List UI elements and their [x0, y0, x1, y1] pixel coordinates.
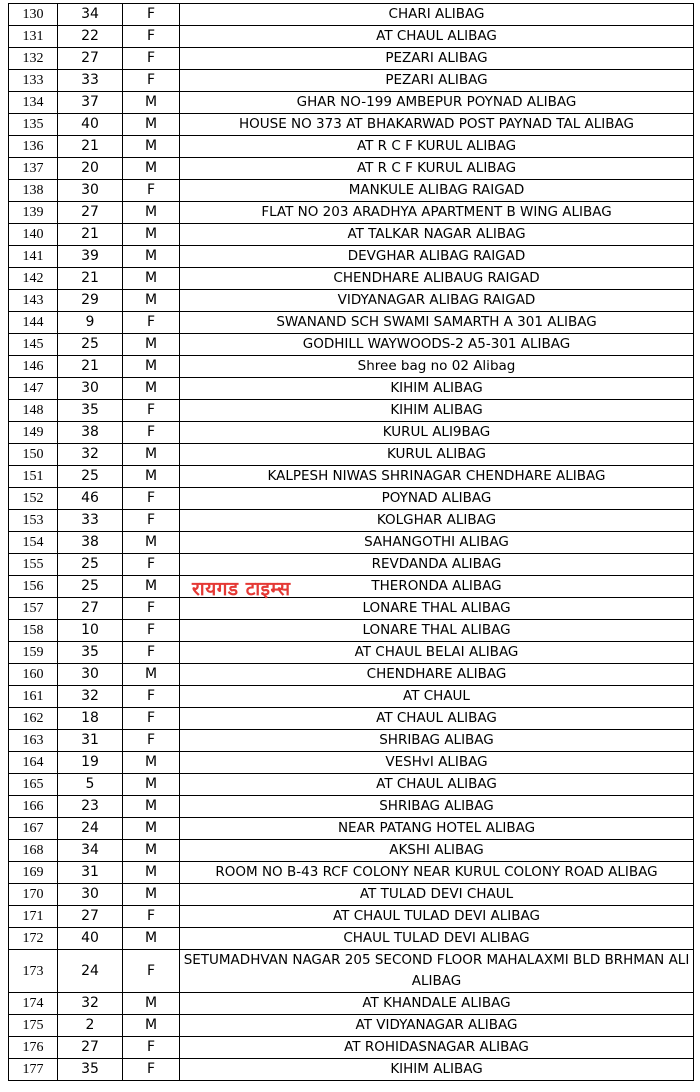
serial-number-cell: 171: [9, 906, 58, 928]
serial-number-cell: 161: [9, 686, 58, 708]
age-cell: 27: [58, 48, 123, 70]
age-cell: 32: [58, 444, 123, 466]
table-row: [9, 312, 694, 334]
serial-number-cell: 164: [9, 752, 58, 774]
address-cell: KIHIM ALIBAG: [180, 378, 694, 400]
table-row: [9, 466, 694, 488]
table-row: [9, 334, 694, 356]
age-cell: 5: [58, 774, 123, 796]
address-cell: THERONDA ALIBAG: [180, 576, 694, 598]
address-cell: AT CHAUL BELAI ALIBAG: [180, 642, 694, 664]
gender-cell: M: [123, 268, 180, 290]
age-cell: 35: [58, 642, 123, 664]
table-row: [9, 928, 694, 950]
address-cell: KALPESH NIWAS SHRINAGAR CHENDHARE ALIBAG: [180, 466, 694, 488]
address-cell: AT CHAUL ALIBAG: [180, 774, 694, 796]
gender-cell: F: [123, 48, 180, 70]
table-row: [9, 290, 694, 312]
table-row: [9, 48, 694, 70]
serial-number-cell: 177: [9, 1059, 58, 1081]
address-cell: KURUL ALI9BAG: [180, 422, 694, 444]
serial-number-cell: 143: [9, 290, 58, 312]
age-cell: 21: [58, 136, 123, 158]
age-cell: 22: [58, 26, 123, 48]
gender-cell: M: [123, 92, 180, 114]
table-row: [9, 576, 694, 598]
age-cell: 33: [58, 70, 123, 92]
address-cell: DEVGHAR ALIBAG RAIGAD: [180, 246, 694, 268]
serial-number-cell: 155: [9, 554, 58, 576]
serial-number-cell: 172: [9, 928, 58, 950]
serial-number-cell: 158: [9, 620, 58, 642]
table-row: [9, 752, 694, 774]
table-row: [9, 1015, 694, 1037]
table-row: [9, 532, 694, 554]
patient-list-sheet: [8, 3, 694, 1081]
address-cell: KURUL ALIBAG: [180, 444, 694, 466]
address-cell: SHRIBAG ALIBAG: [180, 730, 694, 752]
table-row: [9, 510, 694, 532]
address-cell: NEAR PATANG HOTEL ALIBAG: [180, 818, 694, 840]
serial-number-cell: 167: [9, 818, 58, 840]
serial-number-cell: 169: [9, 862, 58, 884]
age-cell: 27: [58, 202, 123, 224]
serial-number-cell: 131: [9, 26, 58, 48]
gender-cell: M: [123, 993, 180, 1015]
table-row: [9, 950, 694, 993]
serial-number-cell: 130: [9, 4, 58, 26]
age-cell: 38: [58, 532, 123, 554]
address-cell: AKSHI ALIBAG: [180, 840, 694, 862]
serial-number-cell: 138: [9, 180, 58, 202]
gender-cell: F: [123, 510, 180, 532]
serial-number-cell: 162: [9, 708, 58, 730]
serial-number-cell: 140: [9, 224, 58, 246]
table-row: [9, 224, 694, 246]
gender-cell: F: [123, 26, 180, 48]
gender-cell: F: [123, 598, 180, 620]
age-cell: 31: [58, 730, 123, 752]
age-cell: 24: [58, 818, 123, 840]
gender-cell: F: [123, 620, 180, 642]
age-cell: 30: [58, 884, 123, 906]
age-cell: 21: [58, 268, 123, 290]
serial-number-cell: 157: [9, 598, 58, 620]
gender-cell: F: [123, 4, 180, 26]
serial-number-cell: 170: [9, 884, 58, 906]
address-cell: CHARI ALIBAG: [180, 4, 694, 26]
table-row: [9, 400, 694, 422]
age-cell: 30: [58, 378, 123, 400]
gender-cell: F: [123, 312, 180, 334]
address-cell: Shree bag no 02 Alibag: [180, 356, 694, 378]
age-cell: 24: [58, 950, 123, 993]
table-row: [9, 598, 694, 620]
age-cell: 10: [58, 620, 123, 642]
address-cell: AT R C F KURUL ALIBAG: [180, 158, 694, 180]
table-row: [9, 356, 694, 378]
serial-number-cell: 137: [9, 158, 58, 180]
address-cell: AT CHAUL: [180, 686, 694, 708]
gender-cell: M: [123, 158, 180, 180]
patient-table-body: [9, 4, 694, 1081]
serial-number-cell: 141: [9, 246, 58, 268]
serial-number-cell: 148: [9, 400, 58, 422]
address-cell: AT TALKAR NAGAR ALIBAG: [180, 224, 694, 246]
address-cell: AT R C F KURUL ALIBAG: [180, 136, 694, 158]
age-cell: 2: [58, 1015, 123, 1037]
address-cell: PEZARI ALIBAG: [180, 70, 694, 92]
address-cell: SHRIBAG ALIBAG: [180, 796, 694, 818]
age-cell: 33: [58, 510, 123, 532]
address-cell: CHAUL TULAD DEVI ALIBAG: [180, 928, 694, 950]
table-row: [9, 268, 694, 290]
serial-number-cell: 135: [9, 114, 58, 136]
age-cell: 29: [58, 290, 123, 312]
serial-number-cell: 168: [9, 840, 58, 862]
gender-cell: M: [123, 664, 180, 686]
table-row: [9, 796, 694, 818]
age-cell: 34: [58, 4, 123, 26]
age-cell: 27: [58, 1037, 123, 1059]
newspaper-watermark: रायगड टाइम्स: [192, 578, 291, 600]
serial-number-cell: 134: [9, 92, 58, 114]
address-cell: LONARE THAL ALIBAG: [180, 620, 694, 642]
gender-cell: F: [123, 1037, 180, 1059]
age-cell: 25: [58, 334, 123, 356]
age-cell: 23: [58, 796, 123, 818]
address-cell: CHENDHARE ALIBAG: [180, 664, 694, 686]
gender-cell: M: [123, 1015, 180, 1037]
age-cell: 32: [58, 993, 123, 1015]
table-row: [9, 158, 694, 180]
table-row: [9, 180, 694, 202]
serial-number-cell: 150: [9, 444, 58, 466]
age-cell: 31: [58, 862, 123, 884]
address-cell: KIHIM ALIBAG: [180, 1059, 694, 1081]
gender-cell: M: [123, 576, 180, 598]
address-cell: AT CHAUL ALIBAG: [180, 26, 694, 48]
gender-cell: M: [123, 246, 180, 268]
age-cell: 46: [58, 488, 123, 510]
age-cell: 35: [58, 400, 123, 422]
gender-cell: M: [123, 444, 180, 466]
age-cell: 40: [58, 928, 123, 950]
table-row: [9, 246, 694, 268]
serial-number-cell: 160: [9, 664, 58, 686]
age-cell: 25: [58, 554, 123, 576]
serial-number-cell: 174: [9, 993, 58, 1015]
address-cell: AT TULAD DEVI CHAUL: [180, 884, 694, 906]
gender-cell: F: [123, 400, 180, 422]
serial-number-cell: 139: [9, 202, 58, 224]
address-cell: GODHILL WAYWOODS-2 A5-301 ALIBAG: [180, 334, 694, 356]
table-row: [9, 136, 694, 158]
serial-number-cell: 145: [9, 334, 58, 356]
table-row: [9, 422, 694, 444]
serial-number-cell: 153: [9, 510, 58, 532]
gender-cell: M: [123, 378, 180, 400]
address-cell: AT CHAUL TULAD DEVI ALIBAG: [180, 906, 694, 928]
gender-cell: M: [123, 466, 180, 488]
gender-cell: M: [123, 136, 180, 158]
serial-number-cell: 142: [9, 268, 58, 290]
gender-cell: F: [123, 950, 180, 993]
address-cell: SAHANGOTHI ALIBAG: [180, 532, 694, 554]
age-cell: 20: [58, 158, 123, 180]
gender-cell: M: [123, 862, 180, 884]
age-cell: 30: [58, 664, 123, 686]
gender-cell: F: [123, 554, 180, 576]
serial-number-cell: 159: [9, 642, 58, 664]
gender-cell: M: [123, 774, 180, 796]
age-cell: 21: [58, 356, 123, 378]
age-cell: 35: [58, 1059, 123, 1081]
gender-cell: F: [123, 422, 180, 444]
address-cell: REVDANDA ALIBAG: [180, 554, 694, 576]
table-row: [9, 862, 694, 884]
address-cell: AT ROHIDASNAGAR ALIBAG: [180, 1037, 694, 1059]
address-cell: AT CHAUL ALIBAG: [180, 708, 694, 730]
gender-cell: M: [123, 818, 180, 840]
gender-cell: F: [123, 642, 180, 664]
address-cell: VIDYANAGAR ALIBAG RAIGAD: [180, 290, 694, 312]
age-cell: 32: [58, 686, 123, 708]
age-cell: 30: [58, 180, 123, 202]
age-cell: 19: [58, 752, 123, 774]
gender-cell: M: [123, 928, 180, 950]
gender-cell: F: [123, 1059, 180, 1081]
serial-number-cell: 144: [9, 312, 58, 334]
patient-table: [8, 3, 694, 1081]
address-cell: ROOM NO B-43 RCF COLONY NEAR KURUL COLONY ROAD ALIBAG: [180, 862, 694, 884]
gender-cell: F: [123, 488, 180, 510]
table-row: [9, 488, 694, 510]
address-cell: MANKULE ALIBAG RAIGAD: [180, 180, 694, 202]
serial-number-cell: 176: [9, 1037, 58, 1059]
gender-cell: F: [123, 906, 180, 928]
serial-number-cell: 175: [9, 1015, 58, 1037]
gender-cell: M: [123, 202, 180, 224]
age-cell: 27: [58, 598, 123, 620]
gender-cell: M: [123, 114, 180, 136]
table-row: [9, 92, 694, 114]
serial-number-cell: 149: [9, 422, 58, 444]
address-cell: KOLGHAR ALIBAG: [180, 510, 694, 532]
serial-number-cell: 136: [9, 136, 58, 158]
address-cell: AT KHANDALE ALIBAG: [180, 993, 694, 1015]
serial-number-cell: 132: [9, 48, 58, 70]
table-row: [9, 906, 694, 928]
table-row: [9, 993, 694, 1015]
age-cell: 9: [58, 312, 123, 334]
serial-number-cell: 163: [9, 730, 58, 752]
age-cell: 37: [58, 92, 123, 114]
address-cell: GHAR NO-199 AMBEPUR POYNAD ALIBAG: [180, 92, 694, 114]
table-row: [9, 642, 694, 664]
gender-cell: M: [123, 334, 180, 356]
address-cell: POYNAD ALIBAG: [180, 488, 694, 510]
table-row: [9, 664, 694, 686]
address-cell: CHENDHARE ALIBAUG RAIGAD: [180, 268, 694, 290]
serial-number-cell: 156: [9, 576, 58, 598]
address-cell: LONARE THAL ALIBAG: [180, 598, 694, 620]
address-cell: FLAT NO 203 ARADHYA APARTMENT B WING ALIBAG: [180, 202, 694, 224]
table-row: [9, 1037, 694, 1059]
serial-number-cell: 151: [9, 466, 58, 488]
gender-cell: M: [123, 752, 180, 774]
age-cell: 25: [58, 466, 123, 488]
address-cell: KIHIM ALIBAG: [180, 400, 694, 422]
serial-number-cell: 133: [9, 70, 58, 92]
age-cell: 27: [58, 906, 123, 928]
table-row: [9, 114, 694, 136]
address-cell: HOUSE NO 373 AT BHAKARWAD POST PAYNAD TAL ALIBAG: [180, 114, 694, 136]
serial-number-cell: 152: [9, 488, 58, 510]
gender-cell: M: [123, 290, 180, 312]
gender-cell: M: [123, 224, 180, 246]
table-row: [9, 884, 694, 906]
age-cell: 21: [58, 224, 123, 246]
gender-cell: M: [123, 884, 180, 906]
table-row: [9, 686, 694, 708]
gender-cell: M: [123, 356, 180, 378]
gender-cell: F: [123, 730, 180, 752]
serial-number-cell: 166: [9, 796, 58, 818]
gender-cell: F: [123, 708, 180, 730]
age-cell: 38: [58, 422, 123, 444]
serial-number-cell: 147: [9, 378, 58, 400]
table-row: [9, 818, 694, 840]
table-row: [9, 840, 694, 862]
address-cell: PEZARI ALIBAG: [180, 48, 694, 70]
table-row: [9, 774, 694, 796]
age-cell: 25: [58, 576, 123, 598]
gender-cell: M: [123, 532, 180, 554]
table-row: [9, 730, 694, 752]
table-row: [9, 378, 694, 400]
table-row: [9, 4, 694, 26]
table-row: [9, 620, 694, 642]
age-cell: 34: [58, 840, 123, 862]
address-cell: SETUMADHVAN NAGAR 205 SECOND FLOOR MAHALAXMI BLD BRHMAN ALI ALIBAG: [180, 950, 694, 993]
age-cell: 39: [58, 246, 123, 268]
table-row: [9, 202, 694, 224]
gender-cell: F: [123, 686, 180, 708]
table-row: [9, 708, 694, 730]
table-row: [9, 1059, 694, 1081]
age-cell: 40: [58, 114, 123, 136]
table-row: [9, 444, 694, 466]
table-row: [9, 26, 694, 48]
serial-number-cell: 173: [9, 950, 58, 993]
address-cell: SWANAND SCH SWAMI SAMARTH A 301 ALIBAG: [180, 312, 694, 334]
serial-number-cell: 146: [9, 356, 58, 378]
serial-number-cell: 165: [9, 774, 58, 796]
serial-number-cell: 154: [9, 532, 58, 554]
address-cell: AT VIDYANAGAR ALIBAG: [180, 1015, 694, 1037]
gender-cell: F: [123, 70, 180, 92]
gender-cell: M: [123, 796, 180, 818]
gender-cell: F: [123, 180, 180, 202]
table-row: [9, 554, 694, 576]
gender-cell: M: [123, 840, 180, 862]
table-row: [9, 70, 694, 92]
address-cell: VESHvI ALIBAG: [180, 752, 694, 774]
age-cell: 18: [58, 708, 123, 730]
